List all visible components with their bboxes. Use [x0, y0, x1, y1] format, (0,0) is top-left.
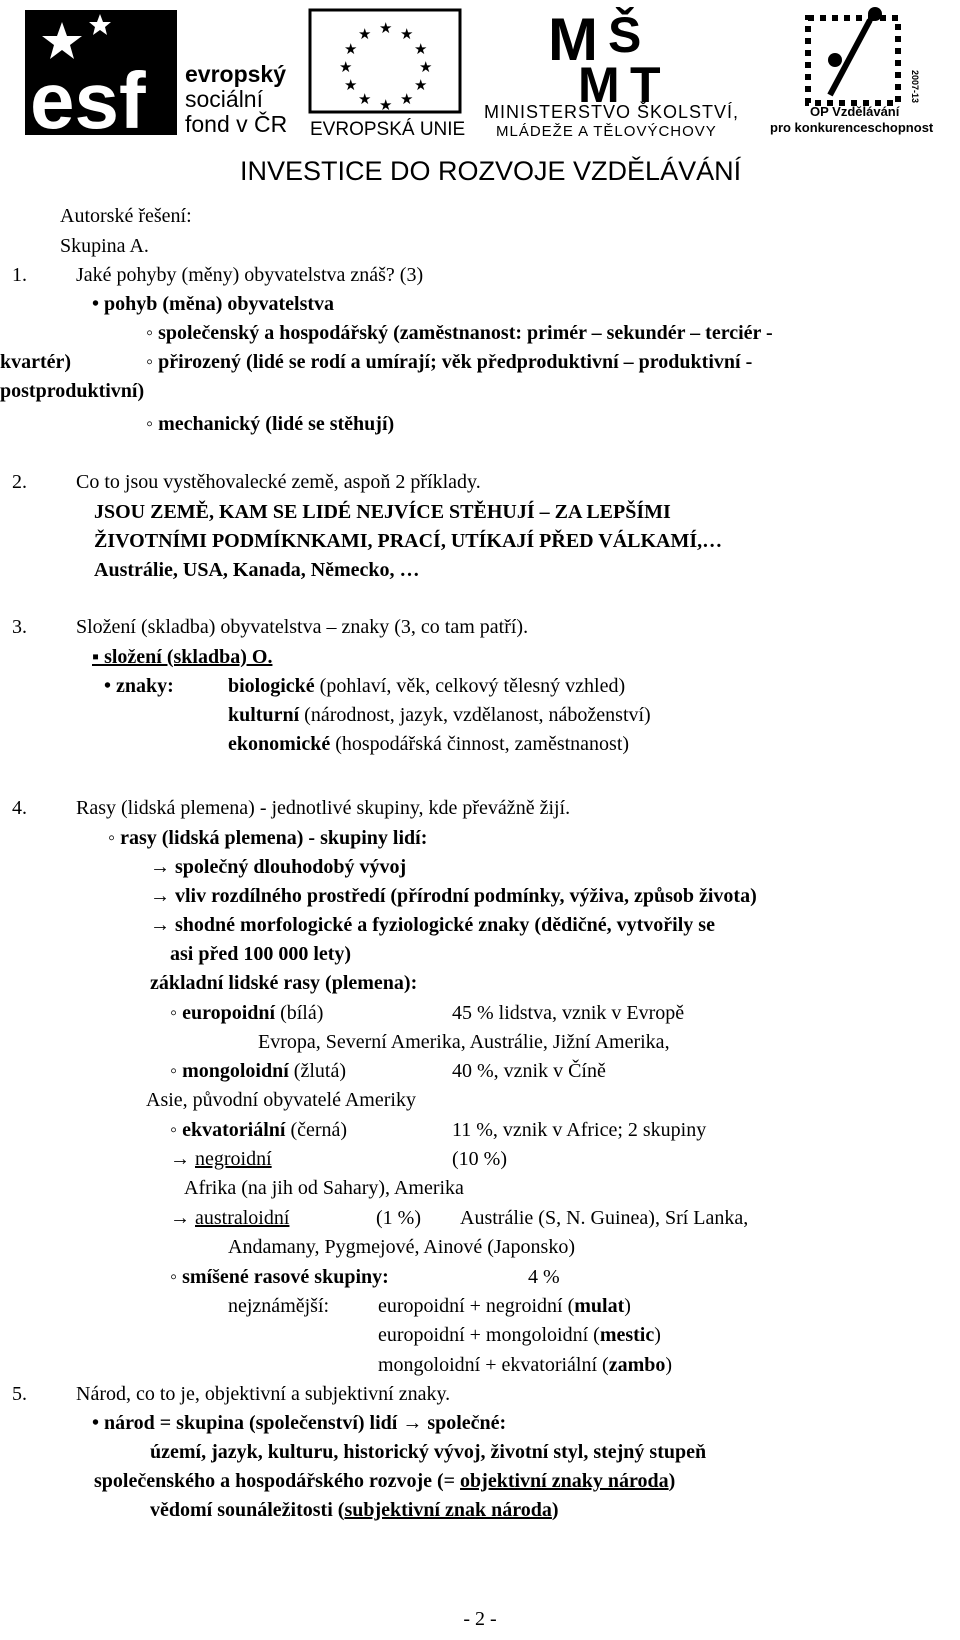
svg-text:★: ★ — [419, 60, 433, 76]
logos-svg — [0, 0, 960, 200]
ekvatorialni — [170, 1118, 347, 1142]
europoidni-where: Evropa, Severní Amerika, Austrálie, Jižní Amerika, — [258, 1031, 670, 1053]
svg-text:★: ★ — [400, 92, 414, 108]
svg-text:★: ★ — [379, 98, 393, 114]
mix-mulat — [378, 1294, 631, 1318]
mix-mulat-b: mulat — [574, 1295, 625, 1317]
a5-line3 — [94, 1469, 675, 1493]
a1-line2: ◦ společenský a hospodářský (zaměstnanost: primér – sekundér – terciér - — [146, 322, 773, 344]
a4-line3: → vliv rozdílného prostředí (přírodní podmínky, výživa, způsob života) — [150, 885, 757, 907]
q1-number: 1. — [12, 264, 27, 286]
op-logo — [808, 7, 920, 103]
australoidni-where1: Austrálie (S, N. Guinea), Srí Lanka, — [460, 1207, 749, 1229]
op-text-2: pro konkurenceschopnost — [770, 120, 934, 135]
svg-text:★: ★ — [414, 42, 428, 58]
investice-text: INVESTICE DO ROZVOJE VZDĚLÁVÁNÍ — [240, 156, 742, 186]
a3-znaky-label: • znaky: — [104, 675, 174, 697]
smisene-label: ◦ smíšené rasové skupiny: — [170, 1266, 389, 1288]
mongoloidni-color: (žlutá) — [288, 1060, 346, 1082]
mongoloidni — [170, 1059, 346, 1083]
a4-line4: → shodné morfologické a fyziologické znaky (dědičné, vytvořily se — [150, 914, 715, 936]
a1-line3b: ◦ přirozený (lidé se rodí a umírají; věk předproduktivní – produktivní - — [146, 351, 753, 373]
europoidni-color: (bílá) — [275, 1002, 324, 1024]
svg-text:★: ★ — [358, 27, 372, 43]
a5-line4 — [150, 1498, 559, 1522]
a3-ekonomicke-rest: (hospodářská činnost, zaměstnanost) — [330, 733, 630, 755]
a5-objektivni: objektivní znaky národa — [460, 1470, 669, 1492]
mix-zambo-c: ) — [665, 1354, 673, 1376]
mongoloidni-name: mongoloidní — [182, 1060, 289, 1082]
negroidni-pct: (10 %) — [452, 1148, 507, 1170]
a4-line5: asi před 100 000 lety) — [170, 943, 352, 965]
australoidni-where2: Andamany, Pygmejové, Ainové (Japonsko) — [228, 1236, 575, 1258]
svg-text:★: ★ — [344, 78, 358, 94]
svg-text:M: M — [578, 57, 620, 113]
esf-text-3: fond v ČR — [185, 111, 288, 137]
negroidni-arrow: → — [170, 1148, 195, 1170]
europoidni-bullet: ◦ — [170, 1002, 183, 1024]
svg-text:T: T — [630, 57, 661, 113]
svg-text:★: ★ — [358, 92, 372, 108]
a1-line5: ◦ mechanický (lidé se stěhují) — [146, 413, 395, 435]
eu-flag — [310, 10, 460, 114]
q4-text: Rasy (lidská plemena) - jednotlivé skupiny, kde převážně žijí. — [76, 797, 571, 819]
europoidni-name: europoidní — [182, 1002, 276, 1024]
a3-biologicke — [228, 674, 625, 698]
ekvatorialni-name: ekvatoriální — [182, 1119, 286, 1141]
esf-logo — [25, 10, 177, 145]
a5-subjektivni: subjektivní znak národa — [344, 1499, 552, 1521]
a3-kulturni-bold: kulturní — [228, 704, 300, 726]
ekvatorialni-stat: 11 %, vznik v Africe; 2 skupiny — [452, 1119, 707, 1141]
a5-line3-a: společenského a hospodářského rozvoje (= — [94, 1470, 461, 1492]
mix-zambo-a: mongoloidní + ekvatoriální ( — [378, 1354, 609, 1376]
a4-line2: → společný dlouhodobý vývoj — [150, 856, 407, 878]
mix-zambo-b: zambo — [608, 1354, 666, 1376]
msmt-text-1: MINISTERSTVO ŠKOLSTVÍ, — [484, 102, 740, 122]
ekvatorialni-color: (černá) — [285, 1119, 348, 1141]
negroidni — [170, 1147, 272, 1171]
mongoloidni-where: Asie, původní obyvatelé Ameriky — [146, 1089, 416, 1111]
msmt-logo — [548, 6, 661, 113]
q5-text: Národ, co to je, objektivní a subjektivní znaky. — [76, 1383, 451, 1405]
svg-text:★: ★ — [379, 21, 393, 37]
mix-mulat-c: ) — [624, 1295, 631, 1317]
a5-line4-c: ) — [551, 1499, 559, 1521]
mix-mulat-a: europoidní + negroidní ( — [378, 1295, 575, 1317]
ekvatorialni-bullet: ◦ — [170, 1119, 183, 1141]
a3-biologicke-bold: biologické — [228, 675, 315, 697]
negroidni-name: negroidní — [195, 1148, 272, 1170]
msmt-text-2: MLÁDEŽE A TĚLOVÝCHOVY — [496, 123, 717, 140]
a3-ekonomicke-bold: ekonomické — [228, 733, 331, 755]
a2-line3: Austrálie, USA, Kanada, Německo, … — [94, 559, 420, 581]
eu-text: EVROPSKÁ UNIE — [310, 119, 466, 140]
a2-line2: ŽIVOTNÍMI PODMÍKNKAMI, PRACÍ, UTÍKAJÍ PŘED VÁLKAMÍ,… — [94, 530, 723, 552]
a5-line2: území, jazyk, kulturu, historický vývoj, životní styl, stejný stupeň — [150, 1441, 707, 1463]
mix-mestic-a: europoidní + mongoloidní ( — [378, 1324, 600, 1346]
esf-text-1: evropský — [185, 61, 287, 87]
q3-text: Složení (skladba) obyvatelstva – znaky (3, co tam patří). — [76, 616, 529, 638]
svg-text:★: ★ — [414, 78, 428, 94]
svg-text:★: ★ — [400, 27, 414, 43]
svg-text:M: M — [548, 6, 598, 73]
a3-biologicke-rest: (pohlaví, věk, celkový tělesný vzhled) — [314, 675, 626, 697]
skupina: Skupina A. — [60, 235, 149, 257]
a1-line1: • pohyb (měna) obyvatelstva — [92, 293, 335, 315]
a2-line1: JSOU ZEMĚ, KAM SE LIDÉ NEJVÍCE STĚHUJÍ – ZA LEPŠÍMI — [94, 501, 671, 523]
page-number: - 2 - — [463, 1608, 497, 1630]
svg-text:★: ★ — [344, 42, 358, 58]
europoidni — [170, 1001, 323, 1025]
australoidni-arrow: → — [170, 1207, 195, 1229]
a5-line3-c: ) — [668, 1470, 676, 1492]
svg-text:★: ★ — [339, 60, 353, 76]
australoidni-name: australoidní — [195, 1207, 290, 1229]
svg-text:Š: Š — [608, 7, 642, 63]
q2-number: 2. — [12, 471, 27, 493]
a3-ekonomicke — [228, 732, 629, 756]
mongoloidni-stat: 40 %, vznik v Číně — [452, 1060, 606, 1082]
header-logos — [0, 0, 960, 200]
europoidni-stat: 45 % lidstva, vznik v Evropě — [452, 1002, 685, 1024]
a3-kulturni — [228, 703, 651, 727]
a3-kulturni-rest: (národnost, jazyk, vzdělanost, náboženství) — [299, 704, 651, 726]
a3-line1: ▪ složení (skladba) O. — [92, 646, 273, 668]
q2-text: Co to jsou vystěhovalecké země, aspoň 2 příklady. — [76, 471, 481, 493]
nejznamejsi-label: nejznámější: — [228, 1295, 330, 1317]
a5-line4-a: vědomí sounáležitosti ( — [150, 1499, 345, 1521]
a5-line1: • národ = skupina (společenství) lidí → společné: — [92, 1412, 507, 1434]
australoidni-pct: (1 %) — [376, 1207, 421, 1229]
svg-text:esf: esf — [30, 56, 146, 145]
a1-line3a: kvartér) — [0, 351, 72, 373]
mix-mestic — [378, 1323, 661, 1347]
mix-zambo — [378, 1353, 672, 1377]
a4-line6: základní lidské rasy (plemena): — [150, 972, 418, 994]
australoidni — [170, 1206, 289, 1230]
esf-text-2: sociální — [185, 86, 263, 112]
autorske-reseni: Autorské řešení: — [60, 205, 192, 227]
svg-text:2007-13: 2007-13 — [910, 70, 920, 104]
op-text-1: OP Vzdělávání — [810, 104, 900, 119]
q3-number: 3. — [12, 616, 27, 638]
q5-number: 5. — [12, 1383, 27, 1405]
mongoloidni-bullet: ◦ — [170, 1060, 183, 1082]
smisene-pct: 4 % — [528, 1266, 560, 1288]
mix-mestic-c: ) — [654, 1324, 661, 1346]
q1-text: Jaké pohyby (měny) obyvatelstva znáš? (3) — [76, 264, 424, 286]
q4-number: 4. — [12, 797, 27, 819]
negroidni-where: Afrika (na jih od Sahary), Amerika — [184, 1177, 464, 1199]
mix-mestic-b: mestic — [599, 1324, 655, 1346]
a4-line1: ◦ rasy (lidská plemena) - skupiny lidí: — [108, 827, 428, 849]
a1-line4: postproduktivní) — [0, 380, 145, 402]
